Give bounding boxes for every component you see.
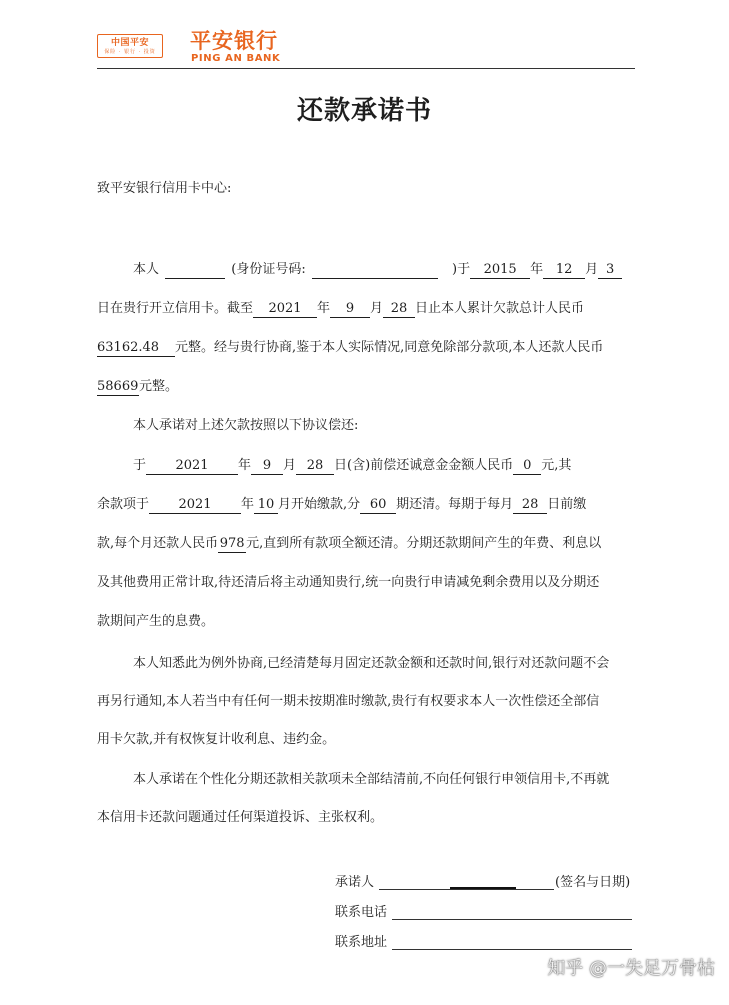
p3-text: 元,其 <box>541 458 572 473</box>
p1-text: (身份证号码: <box>231 262 306 277</box>
deposit-day: 28 <box>296 458 334 475</box>
p3-line1 <box>133 457 571 475</box>
start-month: 10 <box>254 497 278 514</box>
p4-line1: 本人知悉此为例外协商,已经清楚每月固定还款金额和还款时间,银行对还款问题不会 <box>133 656 610 671</box>
monthly-payment: 978 <box>219 536 245 551</box>
open-month: 12 <box>543 262 585 279</box>
p3-text: 年 <box>241 497 255 512</box>
p1-text: 日在贵行开立信用卡。截至 <box>97 301 254 316</box>
repay-total: 58669 <box>97 379 139 394</box>
id-number-blank <box>312 262 438 279</box>
p4-line3: 用卡欠款,并有权恢复计收利息、违约金。 <box>97 732 336 747</box>
periods: 60 <box>360 497 396 514</box>
p3-line2 <box>97 496 586 514</box>
name-blank <box>165 262 225 279</box>
salutation: 致平安银行信用卡中心: <box>97 181 232 196</box>
p3-text: 月 <box>283 458 297 473</box>
deposit-year: 2021 <box>146 458 238 475</box>
p5-line1: 本人承诺在个性化分期还款相关款项未全部结清前,不向任何银行申领信用卡,不再就 <box>133 772 610 787</box>
p3-line5: 款期间产生的息费。 <box>97 614 215 629</box>
p3-text: 月开始缴款,分 <box>278 497 361 512</box>
p1-text: 年 <box>530 262 544 277</box>
start-year: 2021 <box>149 497 241 514</box>
p1-line4 <box>97 378 178 396</box>
phone-line <box>392 919 632 920</box>
zhihu-watermark: 知乎 @一失足万骨枯 <box>547 958 715 979</box>
p3-text: 年 <box>238 458 252 473</box>
p1-line3 <box>97 339 603 357</box>
bank-logo-cn: 平安银行 <box>190 29 278 53</box>
promisor-line <box>379 889 554 890</box>
p2: 本人承诺对上述欠款按照以下协议偿还: <box>133 418 359 433</box>
p4-line2: 再另行通知,本人若当中有任何一期未按期准时缴款,贵行有权要求本人一次性偿还全部信 <box>97 694 600 709</box>
header-divider <box>97 68 635 69</box>
p5-line2: 本信用卡还款问题通过任何渠道投诉、主张权利。 <box>97 810 384 825</box>
p1-text: 元整。 <box>139 379 179 394</box>
open-day: 3 <box>598 262 622 279</box>
as-of-year: 2021 <box>253 301 317 318</box>
p3-text: 日前缴 <box>547 497 587 512</box>
p1-text: 本人 <box>133 262 160 277</box>
document-title: 还款承诺书 <box>296 96 432 126</box>
p1-text: 月 <box>370 301 384 316</box>
p1-line2 <box>97 300 584 318</box>
p1-text: 年 <box>317 301 331 316</box>
total-debt: 63162.48 <box>97 340 175 357</box>
logo-box-line2: 保险 · 银行 · 投资 <box>104 49 156 55</box>
p1-text: 元整。经与贵行协商,鉴于本人实际情况,同意免除部分款项,本人还款人民币 <box>175 340 604 355</box>
address-label: 联系地址 <box>335 935 388 950</box>
p3-line3 <box>97 535 601 553</box>
promisor-signature-mark <box>450 887 516 889</box>
p3-text: 于 <box>133 458 147 473</box>
deposit-month: 9 <box>251 458 283 475</box>
deposit-amount: 0 <box>513 458 541 475</box>
p3-text: 日(含)前偿还诚意金金额人民币 <box>334 458 514 473</box>
p1-text: )于 <box>452 262 471 277</box>
p1-text: 月 <box>585 262 599 277</box>
bank-logo-en: PING AN BANK <box>191 53 281 64</box>
phone-label: 联系电话 <box>335 905 388 920</box>
p3-line4: 及其他费用正常计取,待还清后将主动通知贵行,统一向贵行申请减免剩余费用以及分期还 <box>97 575 600 590</box>
pay-day: 28 <box>513 497 547 514</box>
promisor-note: (签名与日期) <box>555 875 631 890</box>
as-of-month: 9 <box>330 301 370 318</box>
open-year: 2015 <box>470 262 530 279</box>
as-of-day: 28 <box>383 301 415 318</box>
pingan-group-logo <box>97 34 163 58</box>
promisor-label: 承诺人 <box>335 875 375 890</box>
logo-box-line1: 中国平安 <box>110 38 149 48</box>
p3-text: 元,直到所有款项全额还清。分期还款期间产生的年费、利息以 <box>246 536 602 551</box>
p3-text: 期还清。每期于每月 <box>396 497 514 512</box>
p3-text: 余款项于 <box>97 497 150 512</box>
p3-text: 款,每个月还款人民币 <box>97 536 219 551</box>
address-line <box>392 949 632 950</box>
p1-text: 日止本人累计欠款总计人民币 <box>415 301 585 316</box>
p1-line1 <box>133 261 622 279</box>
